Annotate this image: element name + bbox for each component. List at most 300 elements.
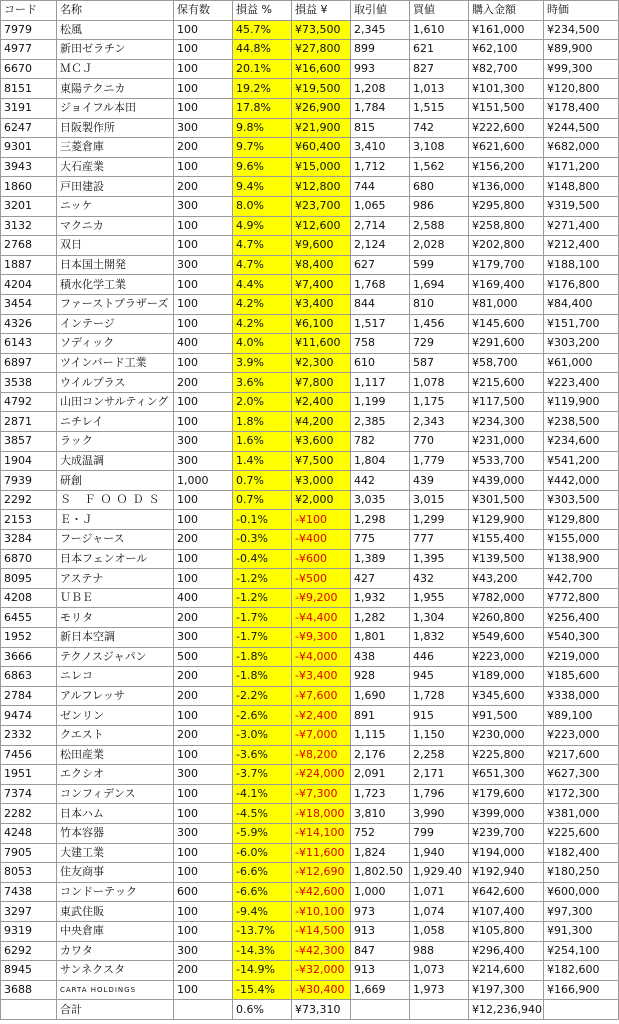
cell-market-value[interactable]: ¥188,100 xyxy=(544,255,619,275)
cell-trade-price[interactable]: 1,065 xyxy=(351,196,410,216)
header-code[interactable]: コード xyxy=(1,1,57,21)
cell-code[interactable]: 2282 xyxy=(1,804,57,824)
total-cell-empty[interactable] xyxy=(410,1000,469,1020)
cell-code[interactable]: 6897 xyxy=(1,353,57,373)
cell-code[interactable]: 1952 xyxy=(1,628,57,648)
cell-market-value[interactable]: ¥185,600 xyxy=(544,667,619,687)
cell-market-value[interactable]: ¥223,400 xyxy=(544,373,619,393)
cell-code[interactable]: 1951 xyxy=(1,765,57,785)
cell-trade-price[interactable]: 2,385 xyxy=(351,412,410,432)
cell-code[interactable]: 4204 xyxy=(1,275,57,295)
cell-profit-pct[interactable]: -5.9% xyxy=(233,823,292,843)
cell-shares[interactable]: 100 xyxy=(174,157,233,177)
cell-profit-pct[interactable]: -2.6% xyxy=(233,706,292,726)
cell-name[interactable]: 日阪製作所 xyxy=(57,118,174,138)
cell-trade-price[interactable]: 3,410 xyxy=(351,138,410,158)
cell-market-value[interactable]: ¥217,600 xyxy=(544,745,619,765)
cell-name[interactable]: ジョイフル本田 xyxy=(57,98,174,118)
cell-market-value[interactable]: ¥120,800 xyxy=(544,79,619,99)
cell-code[interactable]: 2292 xyxy=(1,490,57,510)
cell-market-value[interactable]: ¥42,700 xyxy=(544,569,619,589)
cell-purchase-amount[interactable]: ¥81,000 xyxy=(469,294,544,314)
cell-buy-price[interactable]: 3,990 xyxy=(410,804,469,824)
cell-trade-price[interactable]: 1,389 xyxy=(351,549,410,569)
cell-purchase-amount[interactable]: ¥161,000 xyxy=(469,20,544,40)
cell-name[interactable]: 大成温調 xyxy=(57,451,174,471)
cell-profit-pct[interactable]: -1.2% xyxy=(233,569,292,589)
cell-trade-price[interactable]: 1,117 xyxy=(351,373,410,393)
cell-buy-price[interactable]: 3,108 xyxy=(410,138,469,158)
cell-name[interactable]: クエスト xyxy=(57,725,174,745)
cell-buy-price[interactable]: 1,610 xyxy=(410,20,469,40)
cell-shares[interactable]: 200 xyxy=(174,961,233,981)
cell-code[interactable]: 3666 xyxy=(1,647,57,667)
cell-market-value[interactable]: ¥182,400 xyxy=(544,843,619,863)
cell-trade-price[interactable]: 1,712 xyxy=(351,157,410,177)
cell-profit-yen[interactable]: ¥2,300 xyxy=(292,353,351,373)
cell-shares[interactable]: 100 xyxy=(174,98,233,118)
cell-name[interactable]: ファーストブラザーズ xyxy=(57,294,174,314)
cell-code[interactable]: 8053 xyxy=(1,863,57,883)
cell-code[interactable]: 6143 xyxy=(1,334,57,354)
cell-purchase-amount[interactable]: ¥214,600 xyxy=(469,961,544,981)
cell-trade-price[interactable]: 1,723 xyxy=(351,784,410,804)
cell-code[interactable]: 6863 xyxy=(1,667,57,687)
cell-trade-price[interactable]: 913 xyxy=(351,921,410,941)
cell-purchase-amount[interactable]: ¥136,000 xyxy=(469,177,544,197)
cell-code[interactable]: 3688 xyxy=(1,980,57,1000)
cell-profit-yen[interactable]: ¥2,400 xyxy=(292,392,351,412)
cell-buy-price[interactable]: 1,175 xyxy=(410,392,469,412)
cell-profit-pct[interactable]: -9.4% xyxy=(233,902,292,922)
cell-name[interactable]: インテージ xyxy=(57,314,174,334)
cell-trade-price[interactable]: 891 xyxy=(351,706,410,726)
cell-shares[interactable]: 200 xyxy=(174,138,233,158)
cell-profit-yen[interactable]: -¥30,400 xyxy=(292,980,351,1000)
cell-code[interactable]: 2153 xyxy=(1,510,57,530)
cell-market-value[interactable]: ¥89,100 xyxy=(544,706,619,726)
cell-shares[interactable]: 100 xyxy=(174,79,233,99)
cell-profit-pct[interactable]: -1.2% xyxy=(233,588,292,608)
cell-market-value[interactable]: ¥89,900 xyxy=(544,40,619,60)
cell-purchase-amount[interactable]: ¥202,800 xyxy=(469,236,544,256)
cell-market-value[interactable]: ¥91,300 xyxy=(544,921,619,941)
cell-market-value[interactable]: ¥303,200 xyxy=(544,334,619,354)
cell-profit-pct[interactable]: -3.7% xyxy=(233,765,292,785)
cell-purchase-amount[interactable]: ¥549,600 xyxy=(469,628,544,648)
cell-trade-price[interactable]: 993 xyxy=(351,59,410,79)
cell-code[interactable]: 2871 xyxy=(1,412,57,432)
cell-market-value[interactable]: ¥319,500 xyxy=(544,196,619,216)
cell-shares[interactable]: 100 xyxy=(174,412,233,432)
cell-purchase-amount[interactable]: ¥91,500 xyxy=(469,706,544,726)
cell-name[interactable]: モリタ xyxy=(57,608,174,628)
cell-profit-pct[interactable]: -4.1% xyxy=(233,784,292,804)
cell-purchase-amount[interactable]: ¥139,500 xyxy=(469,549,544,569)
cell-purchase-amount[interactable]: ¥58,700 xyxy=(469,353,544,373)
cell-buy-price[interactable]: 1,562 xyxy=(410,157,469,177)
cell-trade-price[interactable]: 815 xyxy=(351,118,410,138)
cell-profit-yen[interactable]: ¥7,500 xyxy=(292,451,351,471)
cell-profit-yen[interactable]: ¥7,400 xyxy=(292,275,351,295)
cell-shares[interactable]: 600 xyxy=(174,882,233,902)
cell-buy-price[interactable]: 1,728 xyxy=(410,686,469,706)
cell-trade-price[interactable]: 1,669 xyxy=(351,980,410,1000)
cell-shares[interactable]: 200 xyxy=(174,667,233,687)
cell-shares[interactable]: 300 xyxy=(174,451,233,471)
cell-name[interactable]: 三菱倉庫 xyxy=(57,138,174,158)
cell-buy-price[interactable]: 2,588 xyxy=(410,216,469,236)
cell-buy-price[interactable]: 1,955 xyxy=(410,588,469,608)
cell-profit-pct[interactable]: -14.9% xyxy=(233,961,292,981)
cell-code[interactable]: 1887 xyxy=(1,255,57,275)
cell-code[interactable]: 6455 xyxy=(1,608,57,628)
cell-profit-yen[interactable]: -¥8,200 xyxy=(292,745,351,765)
cell-profit-yen[interactable]: -¥14,500 xyxy=(292,921,351,941)
cell-market-value[interactable]: ¥138,900 xyxy=(544,549,619,569)
cell-trade-price[interactable]: 1,690 xyxy=(351,686,410,706)
cell-market-value[interactable]: ¥178,400 xyxy=(544,98,619,118)
cell-profit-pct[interactable]: -15.4% xyxy=(233,980,292,1000)
cell-buy-price[interactable]: 1,929.40 xyxy=(410,863,469,883)
cell-trade-price[interactable]: 847 xyxy=(351,941,410,961)
cell-profit-yen[interactable]: -¥7,600 xyxy=(292,686,351,706)
cell-shares[interactable]: 200 xyxy=(174,530,233,550)
cell-trade-price[interactable]: 775 xyxy=(351,530,410,550)
cell-purchase-amount[interactable]: ¥533,700 xyxy=(469,451,544,471)
cell-profit-yen[interactable]: ¥12,600 xyxy=(292,216,351,236)
cell-code[interactable]: 8945 xyxy=(1,961,57,981)
cell-profit-yen[interactable]: ¥19,500 xyxy=(292,79,351,99)
cell-purchase-amount[interactable]: ¥260,800 xyxy=(469,608,544,628)
cell-purchase-amount[interactable]: ¥642,600 xyxy=(469,882,544,902)
cell-purchase-amount[interactable]: ¥189,000 xyxy=(469,667,544,687)
header-profit-yen[interactable]: 損益 ¥ xyxy=(292,1,351,21)
cell-purchase-amount[interactable]: ¥192,940 xyxy=(469,863,544,883)
cell-code[interactable]: 3943 xyxy=(1,157,57,177)
cell-shares[interactable]: 100 xyxy=(174,706,233,726)
cell-shares[interactable]: 100 xyxy=(174,392,233,412)
cell-profit-pct[interactable]: 9.8% xyxy=(233,118,292,138)
cell-buy-price[interactable]: 446 xyxy=(410,647,469,667)
cell-name[interactable]: CARTA HOLDINGS xyxy=(57,980,174,1000)
cell-buy-price[interactable]: 1,078 xyxy=(410,373,469,393)
cell-name[interactable]: 日本ハム xyxy=(57,804,174,824)
cell-purchase-amount[interactable]: ¥258,800 xyxy=(469,216,544,236)
cell-profit-yen[interactable]: -¥9,300 xyxy=(292,628,351,648)
cell-profit-yen[interactable]: -¥12,690 xyxy=(292,863,351,883)
cell-profit-pct[interactable]: 1.4% xyxy=(233,451,292,471)
cell-trade-price[interactable]: 1,517 xyxy=(351,314,410,334)
cell-name[interactable]: Ｅ・Ｊ xyxy=(57,510,174,530)
cell-profit-pct[interactable]: 4.2% xyxy=(233,314,292,334)
cell-trade-price[interactable]: 758 xyxy=(351,334,410,354)
cell-shares[interactable]: 100 xyxy=(174,275,233,295)
cell-code[interactable]: 3857 xyxy=(1,432,57,452)
cell-buy-price[interactable]: 1,071 xyxy=(410,882,469,902)
cell-shares[interactable]: 100 xyxy=(174,294,233,314)
cell-trade-price[interactable]: 3,810 xyxy=(351,804,410,824)
cell-profit-pct[interactable]: 8.0% xyxy=(233,196,292,216)
cell-code[interactable]: 3538 xyxy=(1,373,57,393)
cell-profit-pct[interactable]: 4.7% xyxy=(233,255,292,275)
header-market-value[interactable]: 時価 xyxy=(544,1,619,21)
cell-profit-pct[interactable]: -0.3% xyxy=(233,530,292,550)
cell-buy-price[interactable]: 1,796 xyxy=(410,784,469,804)
cell-profit-yen[interactable]: -¥3,400 xyxy=(292,667,351,687)
cell-buy-price[interactable]: 680 xyxy=(410,177,469,197)
cell-profit-pct[interactable]: 3.6% xyxy=(233,373,292,393)
cell-trade-price[interactable]: 438 xyxy=(351,647,410,667)
cell-market-value[interactable]: ¥176,800 xyxy=(544,275,619,295)
cell-market-value[interactable]: ¥600,000 xyxy=(544,882,619,902)
cell-profit-pct[interactable]: -6.6% xyxy=(233,882,292,902)
cell-name[interactable]: サンネクスタ xyxy=(57,961,174,981)
cell-profit-pct[interactable]: -2.2% xyxy=(233,686,292,706)
header-shares[interactable]: 保有数 xyxy=(174,1,233,21)
header-buy-price[interactable]: 買値 xyxy=(410,1,469,21)
cell-profit-yen[interactable]: ¥7,800 xyxy=(292,373,351,393)
cell-name[interactable]: 研創 xyxy=(57,471,174,491)
cell-code[interactable]: 4208 xyxy=(1,588,57,608)
cell-trade-price[interactable]: 973 xyxy=(351,902,410,922)
cell-profit-yen[interactable]: ¥27,800 xyxy=(292,40,351,60)
cell-purchase-amount[interactable]: ¥151,500 xyxy=(469,98,544,118)
cell-trade-price[interactable]: 1,000 xyxy=(351,882,410,902)
cell-profit-yen[interactable]: -¥2,400 xyxy=(292,706,351,726)
cell-shares[interactable]: 300 xyxy=(174,432,233,452)
cell-shares[interactable]: 300 xyxy=(174,628,233,648)
cell-name[interactable]: 山田コンサルティング xyxy=(57,392,174,412)
cell-market-value[interactable]: ¥254,100 xyxy=(544,941,619,961)
cell-shares[interactable]: 100 xyxy=(174,863,233,883)
cell-buy-price[interactable]: 621 xyxy=(410,40,469,60)
cell-shares[interactable]: 100 xyxy=(174,510,233,530)
cell-shares[interactable]: 300 xyxy=(174,823,233,843)
cell-profit-yen[interactable]: -¥32,000 xyxy=(292,961,351,981)
cell-shares[interactable]: 100 xyxy=(174,216,233,236)
cell-purchase-amount[interactable]: ¥117,500 xyxy=(469,392,544,412)
cell-name[interactable]: 東陽テクニカ xyxy=(57,79,174,99)
cell-market-value[interactable]: ¥148,800 xyxy=(544,177,619,197)
cell-name[interactable]: ツインバード工業 xyxy=(57,353,174,373)
cell-name[interactable]: 松風 xyxy=(57,20,174,40)
cell-purchase-amount[interactable]: ¥215,600 xyxy=(469,373,544,393)
cell-profit-pct[interactable]: 9.6% xyxy=(233,157,292,177)
cell-profit-pct[interactable]: 4.4% xyxy=(233,275,292,295)
cell-purchase-amount[interactable]: ¥169,400 xyxy=(469,275,544,295)
cell-profit-yen[interactable]: -¥10,100 xyxy=(292,902,351,922)
cell-buy-price[interactable]: 1,779 xyxy=(410,451,469,471)
cell-profit-pct[interactable]: 4.7% xyxy=(233,236,292,256)
cell-profit-pct[interactable]: 17.8% xyxy=(233,98,292,118)
cell-name[interactable]: ソディック xyxy=(57,334,174,354)
cell-trade-price[interactable]: 1,801 xyxy=(351,628,410,648)
cell-code[interactable]: 7374 xyxy=(1,784,57,804)
cell-trade-price[interactable]: 1,784 xyxy=(351,98,410,118)
cell-purchase-amount[interactable]: ¥105,800 xyxy=(469,921,544,941)
cell-code[interactable]: 9301 xyxy=(1,138,57,158)
cell-trade-price[interactable]: 2,124 xyxy=(351,236,410,256)
cell-name[interactable]: Ｓ ＦＯＯＤＳ xyxy=(57,490,174,510)
cell-code[interactable]: 2784 xyxy=(1,686,57,706)
cell-profit-yen[interactable]: ¥4,200 xyxy=(292,412,351,432)
cell-market-value[interactable]: ¥238,500 xyxy=(544,412,619,432)
cell-code[interactable]: 3201 xyxy=(1,196,57,216)
cell-market-value[interactable]: ¥442,000 xyxy=(544,471,619,491)
cell-buy-price[interactable]: 1,073 xyxy=(410,961,469,981)
cell-market-value[interactable]: ¥129,800 xyxy=(544,510,619,530)
cell-trade-price[interactable]: 1,804 xyxy=(351,451,410,471)
cell-profit-yen[interactable]: ¥9,600 xyxy=(292,236,351,256)
cell-purchase-amount[interactable]: ¥101,300 xyxy=(469,79,544,99)
cell-shares[interactable]: 100 xyxy=(174,549,233,569)
cell-profit-pct[interactable]: 2.0% xyxy=(233,392,292,412)
cell-buy-price[interactable]: 1,058 xyxy=(410,921,469,941)
cell-shares[interactable]: 100 xyxy=(174,490,233,510)
cell-purchase-amount[interactable]: ¥621,600 xyxy=(469,138,544,158)
cell-buy-price[interactable]: 1,515 xyxy=(410,98,469,118)
cell-name[interactable]: 新日本空調 xyxy=(57,628,174,648)
cell-name[interactable]: 戸田建設 xyxy=(57,177,174,197)
cell-profit-yen[interactable]: ¥73,500 xyxy=(292,20,351,40)
cell-profit-pct[interactable]: 19.2% xyxy=(233,79,292,99)
cell-profit-yen[interactable]: ¥21,900 xyxy=(292,118,351,138)
cell-market-value[interactable]: ¥338,000 xyxy=(544,686,619,706)
cell-profit-pct[interactable]: 3.9% xyxy=(233,353,292,373)
cell-code[interactable]: 7979 xyxy=(1,20,57,40)
cell-shares[interactable]: 100 xyxy=(174,40,233,60)
cell-trade-price[interactable]: 1,298 xyxy=(351,510,410,530)
cell-trade-price[interactable]: 2,176 xyxy=(351,745,410,765)
cell-name[interactable]: 積水化学工業 xyxy=(57,275,174,295)
cell-shares[interactable]: 100 xyxy=(174,921,233,941)
cell-profit-yen[interactable]: ¥3,400 xyxy=(292,294,351,314)
cell-market-value[interactable]: ¥244,500 xyxy=(544,118,619,138)
cell-profit-yen[interactable]: -¥42,600 xyxy=(292,882,351,902)
cell-name[interactable]: ニッケ xyxy=(57,196,174,216)
cell-market-value[interactable]: ¥212,400 xyxy=(544,236,619,256)
cell-buy-price[interactable]: 827 xyxy=(410,59,469,79)
cell-profit-yen[interactable]: -¥9,200 xyxy=(292,588,351,608)
cell-market-value[interactable]: ¥256,400 xyxy=(544,608,619,628)
cell-buy-price[interactable]: 1,074 xyxy=(410,902,469,922)
cell-profit-yen[interactable]: -¥7,300 xyxy=(292,784,351,804)
cell-shares[interactable]: 300 xyxy=(174,941,233,961)
cell-buy-price[interactable]: 777 xyxy=(410,530,469,550)
cell-name[interactable]: テクノスジャパン xyxy=(57,647,174,667)
cell-purchase-amount[interactable]: ¥301,500 xyxy=(469,490,544,510)
cell-buy-price[interactable]: 799 xyxy=(410,823,469,843)
cell-code[interactable]: 4977 xyxy=(1,40,57,60)
cell-shares[interactable]: 100 xyxy=(174,236,233,256)
cell-purchase-amount[interactable]: ¥145,600 xyxy=(469,314,544,334)
cell-code[interactable]: 6247 xyxy=(1,118,57,138)
cell-code[interactable]: 7939 xyxy=(1,471,57,491)
cell-buy-price[interactable]: 1,940 xyxy=(410,843,469,863)
cell-name[interactable]: 住友商事 xyxy=(57,863,174,883)
total-cell-empty[interactable] xyxy=(1,1000,57,1020)
cell-code[interactable]: 6670 xyxy=(1,59,57,79)
cell-profit-pct[interactable]: -1.8% xyxy=(233,667,292,687)
cell-purchase-amount[interactable]: ¥651,300 xyxy=(469,765,544,785)
cell-profit-yen[interactable]: -¥42,300 xyxy=(292,941,351,961)
cell-profit-pct[interactable]: -3.6% xyxy=(233,745,292,765)
cell-purchase-amount[interactable]: ¥179,600 xyxy=(469,784,544,804)
cell-name[interactable]: 日本フェンオール xyxy=(57,549,174,569)
cell-name[interactable]: ウイルプラス xyxy=(57,373,174,393)
cell-name[interactable]: エクシオ xyxy=(57,765,174,785)
cell-trade-price[interactable]: 442 xyxy=(351,471,410,491)
cell-profit-pct[interactable]: 4.2% xyxy=(233,294,292,314)
header-name[interactable]: 名称 xyxy=(57,1,174,21)
cell-name[interactable]: ＵＢＥ xyxy=(57,588,174,608)
cell-code[interactable]: 6870 xyxy=(1,549,57,569)
cell-shares[interactable]: 300 xyxy=(174,118,233,138)
cell-profit-pct[interactable]: 4.0% xyxy=(233,334,292,354)
cell-profit-yen[interactable]: -¥600 xyxy=(292,549,351,569)
cell-purchase-amount[interactable]: ¥234,300 xyxy=(469,412,544,432)
cell-trade-price[interactable]: 899 xyxy=(351,40,410,60)
cell-market-value[interactable]: ¥219,000 xyxy=(544,647,619,667)
cell-trade-price[interactable]: 752 xyxy=(351,823,410,843)
cell-profit-yen[interactable]: ¥8,400 xyxy=(292,255,351,275)
cell-code[interactable]: 8151 xyxy=(1,79,57,99)
cell-shares[interactable]: 100 xyxy=(174,59,233,79)
cell-shares[interactable]: 500 xyxy=(174,647,233,667)
cell-code[interactable]: 9474 xyxy=(1,706,57,726)
cell-code[interactable]: 9319 xyxy=(1,921,57,941)
cell-name[interactable]: ニレコ xyxy=(57,667,174,687)
cell-buy-price[interactable]: 1,304 xyxy=(410,608,469,628)
cell-market-value[interactable]: ¥99,300 xyxy=(544,59,619,79)
cell-profit-pct[interactable]: -3.0% xyxy=(233,725,292,745)
cell-shares[interactable]: 100 xyxy=(174,843,233,863)
cell-market-value[interactable]: ¥166,900 xyxy=(544,980,619,1000)
cell-profit-pct[interactable]: -4.5% xyxy=(233,804,292,824)
cell-name[interactable]: ニチレイ xyxy=(57,412,174,432)
cell-trade-price[interactable]: 610 xyxy=(351,353,410,373)
cell-buy-price[interactable]: 770 xyxy=(410,432,469,452)
cell-name[interactable]: ゼンリン xyxy=(57,706,174,726)
cell-trade-price[interactable]: 844 xyxy=(351,294,410,314)
total-cell-empty[interactable] xyxy=(544,1000,619,1020)
cell-buy-price[interactable]: 1,299 xyxy=(410,510,469,530)
cell-buy-price[interactable]: 945 xyxy=(410,667,469,687)
cell-code[interactable]: 1860 xyxy=(1,177,57,197)
cell-name[interactable]: 双日 xyxy=(57,236,174,256)
cell-purchase-amount[interactable]: ¥439,000 xyxy=(469,471,544,491)
cell-purchase-amount[interactable]: ¥230,000 xyxy=(469,725,544,745)
cell-buy-price[interactable]: 2,028 xyxy=(410,236,469,256)
cell-market-value[interactable]: ¥172,300 xyxy=(544,784,619,804)
cell-trade-price[interactable]: 427 xyxy=(351,569,410,589)
cell-code[interactable]: 3191 xyxy=(1,98,57,118)
cell-purchase-amount[interactable]: ¥194,000 xyxy=(469,843,544,863)
cell-shares[interactable]: 400 xyxy=(174,334,233,354)
cell-buy-price[interactable]: 986 xyxy=(410,196,469,216)
cell-trade-price[interactable]: 627 xyxy=(351,255,410,275)
cell-shares[interactable]: 200 xyxy=(174,177,233,197)
cell-profit-pct[interactable]: -6.6% xyxy=(233,863,292,883)
cell-market-value[interactable]: ¥627,300 xyxy=(544,765,619,785)
cell-profit-yen[interactable]: ¥12,800 xyxy=(292,177,351,197)
cell-code[interactable]: 4792 xyxy=(1,392,57,412)
cell-purchase-amount[interactable]: ¥62,100 xyxy=(469,40,544,60)
cell-name[interactable]: 中央倉庫 xyxy=(57,921,174,941)
cell-name[interactable]: アステナ xyxy=(57,569,174,589)
cell-profit-pct[interactable]: -14.3% xyxy=(233,941,292,961)
